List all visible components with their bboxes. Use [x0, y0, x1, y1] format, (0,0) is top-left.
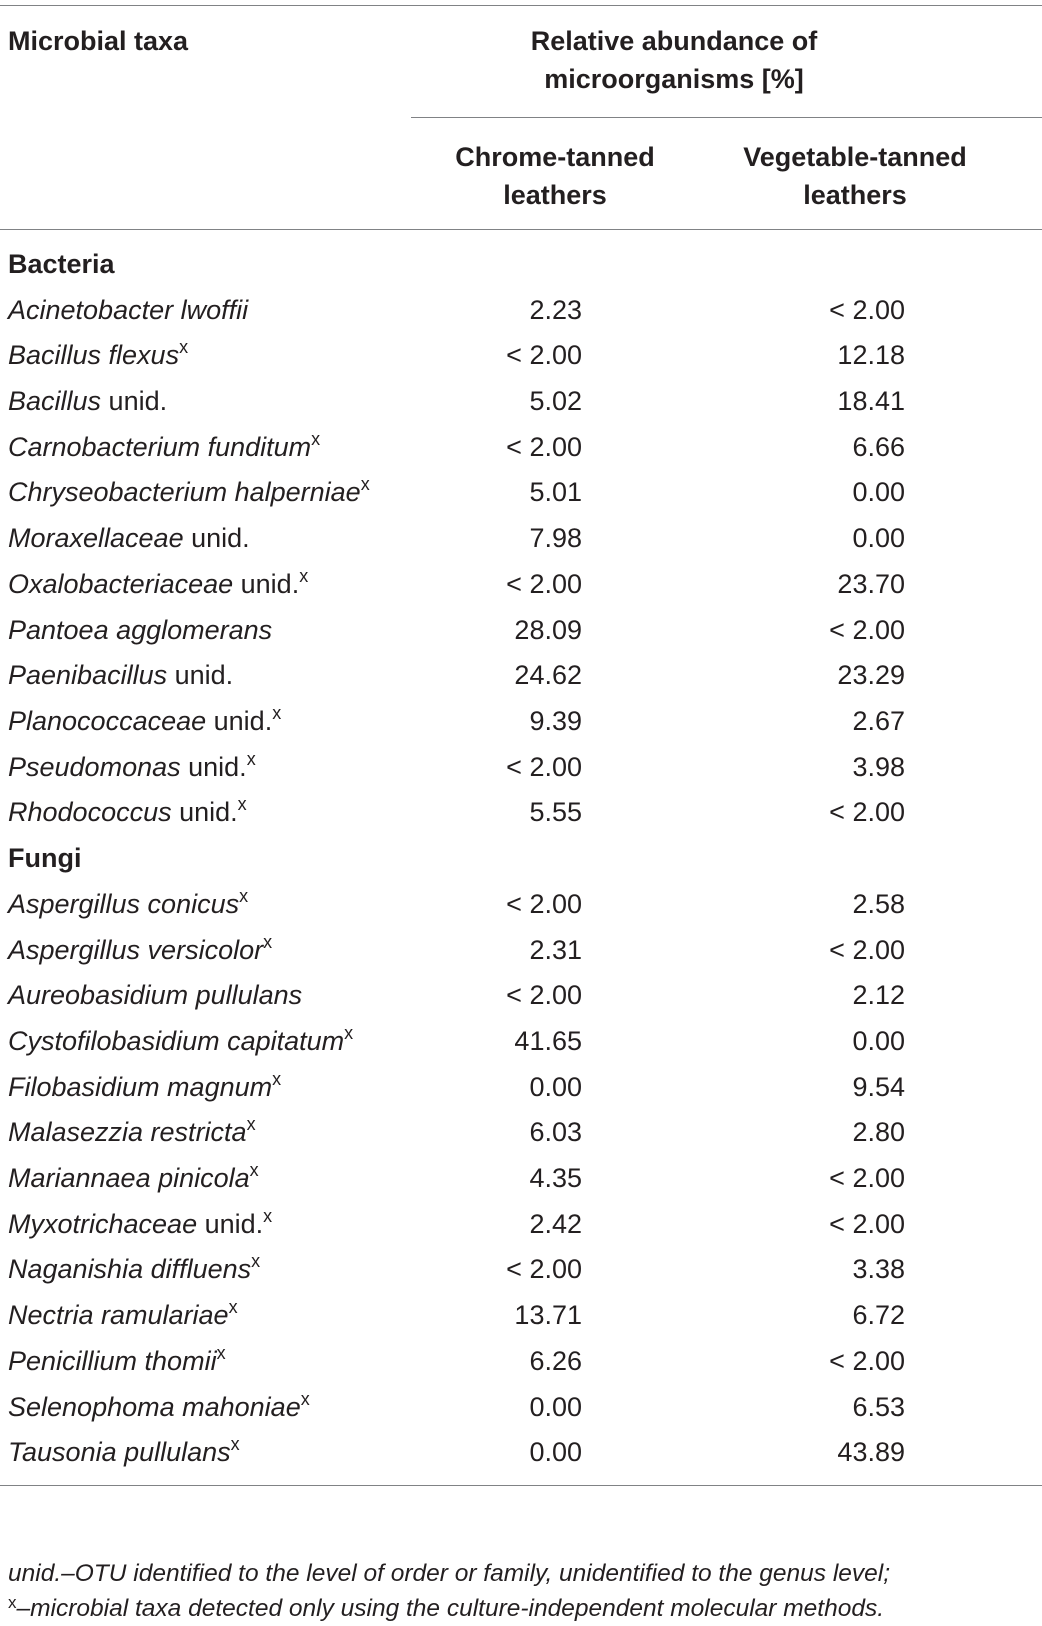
header-chrome-tanned: [412, 138, 698, 214]
chrome-tanned-value: 2.31: [529, 935, 582, 965]
taxon-marker: x: [179, 337, 189, 357]
taxon-italic: Oxalobacteriaceae: [8, 569, 234, 599]
taxon-italic: Carnobacterium funditum: [8, 432, 312, 462]
taxon-name: [8, 378, 167, 424]
table-row: [0, 1201, 1042, 1247]
taxon-suffix: unid.: [101, 386, 168, 416]
taxon-marker: x: [263, 932, 273, 952]
taxon-italic: Aspergillus versicolor: [8, 935, 264, 965]
taxon-marker: x: [249, 1160, 259, 1180]
table-row: [0, 561, 1042, 607]
table-row: [0, 424, 1042, 470]
chrome-tanned-value: < 2.00: [506, 889, 582, 919]
chrome-tanned-value: < 2.00: [506, 432, 582, 462]
table-row: [0, 287, 1042, 333]
header-vegetable-tanned: [712, 138, 998, 214]
table-row: [0, 469, 1042, 515]
vegetable-tanned-value: 6.53: [852, 1392, 905, 1422]
taxon-name: [8, 515, 250, 561]
taxon-marker: x: [246, 749, 256, 769]
table-row: [0, 1246, 1042, 1292]
taxon-name: [8, 287, 248, 333]
taxon-name: [8, 1155, 259, 1201]
taxon-italic: Aureobasidium pullulans: [8, 980, 303, 1010]
section-header-bacteria: Bacteria: [8, 249, 115, 279]
taxon-suffix: unid.: [197, 1209, 264, 1239]
vegetable-tanned-value: < 2.00: [829, 1346, 905, 1376]
taxon-marker: x: [228, 1297, 238, 1317]
chrome-tanned-value: 0.00: [529, 1392, 582, 1422]
chrome-tanned-value: 6.03: [529, 1117, 582, 1147]
taxon-italic: Moraxellaceae: [8, 523, 184, 553]
taxon-italic: Penicillium thomii: [8, 1346, 217, 1376]
chrome-tanned-value: < 2.00: [506, 340, 582, 370]
header-group-line2: microorganisms [%]: [544, 64, 804, 94]
chrome-tanned-value: 41.65: [514, 1026, 582, 1056]
table-row: [0, 789, 1042, 835]
header-col2-line1: Vegetable-tanned: [743, 142, 967, 172]
taxon-suffix: unid.: [183, 523, 250, 553]
header-group-line1: Relative abundance of: [530, 26, 818, 56]
taxon-italic: Pseudomonas: [8, 752, 181, 782]
taxon-name: [8, 1201, 272, 1247]
table-row: [0, 652, 1042, 698]
header-bottom-rule: [0, 229, 1042, 230]
table-row: [0, 881, 1042, 927]
taxon-name: [8, 1246, 260, 1292]
vegetable-tanned-value: 0.00: [852, 477, 905, 507]
taxon-marker: x: [360, 474, 370, 494]
taxon-italic: Nectria ramulariae: [8, 1300, 229, 1330]
taxon-marker: x: [272, 703, 282, 723]
taxon-name: [8, 1338, 226, 1384]
taxon-name: [8, 1292, 238, 1338]
header-relative-abundance: [412, 22, 936, 98]
table-row: [0, 1384, 1042, 1430]
taxon-name: [8, 927, 272, 973]
taxon-marker: x: [237, 794, 247, 814]
taxon-name: [8, 1384, 310, 1430]
taxon-marker: x: [311, 429, 321, 449]
table-row: [0, 698, 1042, 744]
chrome-tanned-value: 4.35: [529, 1163, 582, 1193]
chrome-tanned-value: 7.98: [529, 523, 582, 553]
taxon-italic: Chryseobacterium halperniae: [8, 477, 361, 507]
table-row: [0, 1338, 1042, 1384]
taxon-marker: x: [216, 1343, 226, 1363]
taxon-suffix: unid.: [233, 569, 300, 599]
taxon-name: [8, 1064, 281, 1110]
vegetable-tanned-value: 2.67: [852, 706, 905, 736]
header-col1-line2: leathers: [503, 180, 607, 210]
taxon-marker: x: [263, 1206, 273, 1226]
taxon-marker: x: [239, 886, 249, 906]
group-underline: [411, 117, 1042, 118]
table-row: [0, 1064, 1042, 1110]
taxon-suffix: unid.: [171, 797, 238, 827]
taxon-italic: Myxotrichaceae: [8, 1209, 198, 1239]
chrome-tanned-value: < 2.00: [506, 569, 582, 599]
table-row: [0, 1292, 1042, 1338]
vegetable-tanned-value: 6.72: [852, 1300, 905, 1330]
taxon-suffix: unid.: [167, 660, 234, 690]
table-row: [0, 332, 1042, 378]
chrome-tanned-value: 6.26: [529, 1346, 582, 1376]
table-row: [0, 1109, 1042, 1155]
vegetable-tanned-value: < 2.00: [829, 295, 905, 325]
taxon-italic: Cystofilobasidium capitatum: [8, 1026, 345, 1056]
vegetable-tanned-value: 3.98: [852, 752, 905, 782]
chrome-tanned-value: 5.01: [529, 477, 582, 507]
taxon-name: [8, 469, 370, 515]
table-row: [0, 927, 1042, 973]
chrome-tanned-value: 28.09: [514, 615, 582, 645]
taxon-italic: Mariannaea pinicola: [8, 1163, 250, 1193]
table-row: [0, 1155, 1042, 1201]
footnote-line1: unid.–OTU identified to the level of order or family, unidentified to the genus level;: [8, 1560, 891, 1587]
vegetable-tanned-value: < 2.00: [829, 1209, 905, 1239]
vegetable-tanned-value: < 2.00: [829, 797, 905, 827]
taxon-italic: Paenibacillus: [8, 660, 168, 690]
taxon-name: [8, 881, 248, 927]
taxon-name: [8, 607, 272, 653]
chrome-tanned-value: 5.02: [529, 386, 582, 416]
chrome-tanned-value: < 2.00: [506, 752, 582, 782]
taxon-name: [8, 332, 188, 378]
footnote: [8, 1556, 1038, 1626]
taxon-marker: x: [251, 1251, 261, 1271]
chrome-tanned-value: < 2.00: [506, 1254, 582, 1284]
vegetable-tanned-value: < 2.00: [829, 615, 905, 645]
chrome-tanned-value: 2.42: [529, 1209, 582, 1239]
taxon-name: [8, 1109, 256, 1155]
taxon-italic: Tausonia pullulans: [8, 1437, 231, 1467]
taxon-italic: Pantoea agglomerans: [8, 615, 273, 645]
table-row: [0, 515, 1042, 561]
header-col2-line2: leathers: [803, 180, 907, 210]
chrome-tanned-value: 9.39: [529, 706, 582, 736]
taxon-italic: Planococcaceae: [8, 706, 207, 736]
taxon-italic: Rhodococcus: [8, 797, 172, 827]
taxon-name: [8, 561, 308, 607]
chrome-tanned-value: < 2.00: [506, 980, 582, 1010]
taxon-name: [8, 1018, 353, 1064]
vegetable-tanned-value: < 2.00: [829, 1163, 905, 1193]
taxon-italic: Malasezzia restricta: [8, 1117, 247, 1147]
chrome-tanned-value: 5.55: [529, 797, 582, 827]
vegetable-tanned-value: 2.58: [852, 889, 905, 919]
chrome-tanned-value: 2.23: [529, 295, 582, 325]
vegetable-tanned-value: 0.00: [852, 523, 905, 553]
table-row: [0, 744, 1042, 790]
taxon-marker: x: [344, 1023, 354, 1043]
vegetable-tanned-value: 2.12: [852, 980, 905, 1010]
taxon-marker: x: [246, 1114, 256, 1134]
taxon-suffix: unid.: [180, 752, 247, 782]
vegetable-tanned-value: 23.29: [837, 660, 905, 690]
chrome-tanned-value: 24.62: [514, 660, 582, 690]
taxon-name: [8, 744, 256, 790]
taxon-italic: Selenophoma mahoniae: [8, 1392, 301, 1422]
vegetable-tanned-value: 2.80: [852, 1117, 905, 1147]
table-row: [0, 378, 1042, 424]
vegetable-tanned-value: 18.41: [837, 386, 905, 416]
taxon-name: [8, 424, 320, 470]
footnote-line2-text: –microbial taxa detected only using the culture-independent molecular methods.: [16, 1595, 885, 1622]
vegetable-tanned-value: 6.66: [852, 432, 905, 462]
chrome-tanned-value: 13.71: [514, 1300, 582, 1330]
taxon-italic: Naganishia diffluens: [8, 1254, 252, 1284]
table-row: [0, 607, 1042, 653]
footnote-line2: [8, 1591, 1038, 1626]
header-microbial-taxa: Microbial taxa: [8, 26, 189, 56]
taxon-suffix: unid.: [206, 706, 273, 736]
vegetable-tanned-value: 0.00: [852, 1026, 905, 1056]
table-row: [0, 972, 1042, 1018]
taxon-name: [8, 972, 302, 1018]
taxon-italic: Filobasidium magnum: [8, 1072, 273, 1102]
chrome-tanned-value: 0.00: [529, 1437, 582, 1467]
table-row: [0, 1018, 1042, 1064]
taxon-name: [8, 652, 233, 698]
taxon-marker: x: [272, 1069, 282, 1089]
taxon-italic: Aspergillus conicus: [8, 889, 240, 919]
vegetable-tanned-value: 9.54: [852, 1072, 905, 1102]
chrome-tanned-value: 0.00: [529, 1072, 582, 1102]
taxon-marker: x: [230, 1434, 240, 1454]
table-row: [0, 1429, 1042, 1475]
taxon-name: [8, 789, 247, 835]
vegetable-tanned-value: 12.18: [837, 340, 905, 370]
taxon-name: [8, 1429, 240, 1475]
taxon-italic: Bacillus: [8, 386, 102, 416]
vegetable-tanned-value: < 2.00: [829, 935, 905, 965]
footnote-sup: x: [8, 1593, 17, 1612]
section-header-fungi: Fungi: [8, 843, 82, 873]
bottom-rule: [0, 1485, 1042, 1486]
taxon-marker: x: [300, 1389, 310, 1409]
vegetable-tanned-value: 23.70: [837, 569, 905, 599]
header-col1-line1: Chrome-tanned: [455, 142, 655, 172]
vegetable-tanned-value: 43.89: [837, 1437, 905, 1467]
top-rule: [0, 5, 1042, 6]
taxon-name: [8, 698, 281, 744]
taxon-marker: x: [299, 566, 309, 586]
taxon-italic: Bacillus flexus: [8, 340, 180, 370]
vegetable-tanned-value: 3.38: [852, 1254, 905, 1284]
taxon-italic: Acinetobacter lwoffii: [8, 295, 249, 325]
